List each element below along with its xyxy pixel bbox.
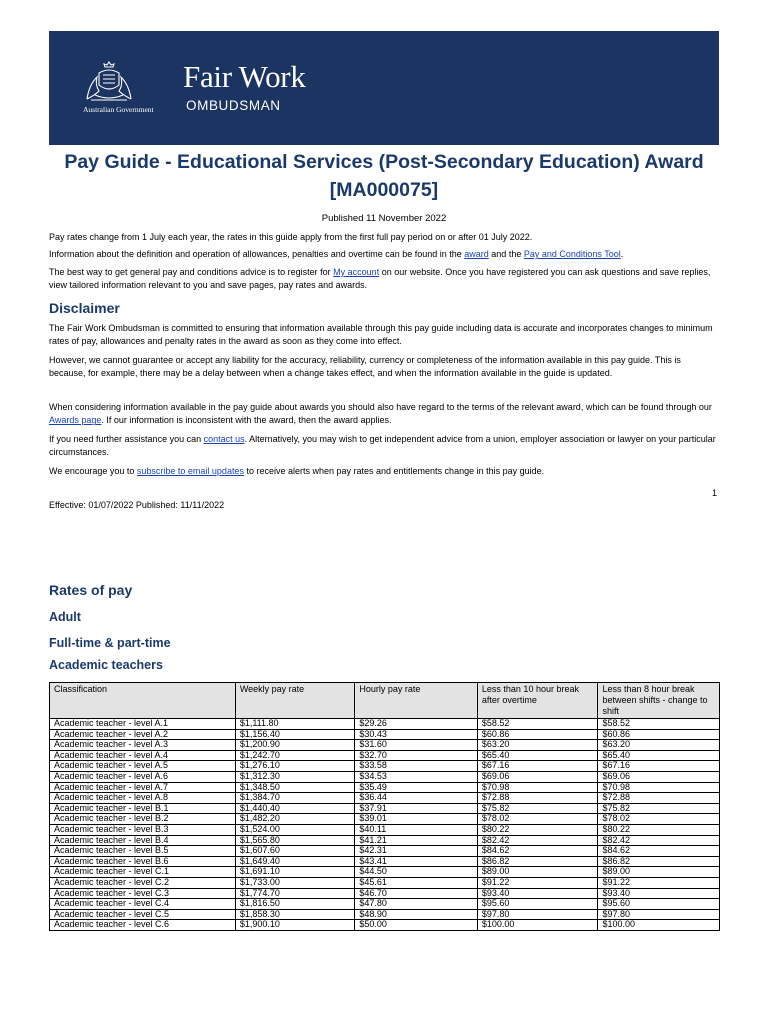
table-cell: $93.40 (598, 888, 720, 899)
table-cell: $41.21 (355, 835, 478, 846)
disclaimer-paragraph-2: However, we cannot guarantee or accept any liability for the accuracy, reliability, currency or completeness of the information available in this pay guide. This is because, for example, there may be a delay between when a change takes effect, and when the information available in the guide is updated. (49, 355, 681, 379)
effective-date-footer: Effective: 01/07/2022 Published: 11/11/2022 (49, 500, 225, 510)
table-cell: $1,348.50 (235, 782, 355, 793)
table-row (50, 909, 720, 920)
table-cell: $91.22 (598, 877, 720, 888)
disclaimer-heading: Disclaimer (49, 300, 120, 316)
table-cell: $78.02 (477, 814, 598, 825)
table-cell: Academic teacher - level A.1 (50, 719, 236, 730)
table-cell: $1,816.50 (235, 899, 355, 910)
australian-government-label: Australian Government (83, 105, 154, 114)
disclaimer-paragraph-1: The Fair Work Ombudsman is committed to ensuring that information available through this pay guide including data is accurate and incorporates changes to minimum rates of pay, allowances and penalty rates in the award as soon as they come into effect. (49, 323, 713, 347)
table-cell: $50.00 (355, 920, 478, 931)
table-cell: $93.40 (477, 888, 598, 899)
table-cell: $60.86 (477, 729, 598, 740)
table-cell: $63.20 (477, 740, 598, 751)
table-cell: $1,482.20 (235, 814, 355, 825)
table-cell: $1,858.30 (235, 909, 355, 920)
disclaimer-paragraph-3: When considering information available in the pay guide about awards you should also have regard to the terms of the relevant award, which can be found through our Awards page. If our information is inconsistent with the award, then the award applies. (49, 402, 712, 426)
column-header: Less than 10 hour break after overtime (477, 683, 598, 719)
table-cell: $63.20 (598, 740, 720, 751)
table-cell: $30.43 (355, 729, 478, 740)
table-cell: Academic teacher - level A.8 (50, 793, 236, 804)
table-cell: $69.06 (598, 771, 720, 782)
table-row (50, 846, 720, 857)
disclaimer-paragraph-5: We encourage you to subscribe to email updates to receive alerts when pay rates and entitlements change in this pay guide. (49, 466, 545, 476)
award-link[interactable]: award (464, 249, 489, 259)
subscribe-email-updates-link[interactable]: subscribe to email updates (136, 466, 244, 476)
academic-teachers-pay-table (49, 682, 720, 931)
adult-heading: Adult (49, 610, 81, 624)
table-cell: $45.61 (355, 877, 478, 888)
table-row (50, 771, 720, 782)
table-cell: Academic teacher - level A.3 (50, 740, 236, 751)
coat-of-arms-icon (81, 59, 137, 103)
table-cell: $1,200.90 (235, 740, 355, 751)
table-cell: $100.00 (598, 920, 720, 931)
table-cell: Academic teacher - level C.4 (50, 899, 236, 910)
table-cell: Academic teacher - level C.5 (50, 909, 236, 920)
table-cell: $29.26 (355, 719, 478, 730)
table-cell: $37.91 (355, 803, 478, 814)
table-row (50, 824, 720, 835)
table-cell: $97.80 (598, 909, 720, 920)
table-cell: $58.52 (477, 719, 598, 730)
table-cell: Academic teacher - level C.1 (50, 867, 236, 878)
table-cell: $1,524.00 (235, 824, 355, 835)
table-row (50, 761, 720, 772)
disclaimer-paragraph-4: If you need further assistance you can contact us. Alternatively, you may wish to get independent advice from a union, employer association or lawyer on your particular circumstances. (49, 434, 716, 458)
academic-teachers-heading: Academic teachers (49, 658, 163, 672)
my-account-link[interactable]: My account (333, 267, 380, 277)
table-cell: $75.82 (477, 803, 598, 814)
intro-paragraph-3: The best way to get general pay and conditions advice is to register for My account on our website. Once you have registered you can ask questions and save replies, view tailored information relevant to you and save pages, pay rates and awards. (49, 267, 711, 291)
table-cell: Academic teacher - level B.6 (50, 856, 236, 867)
table-cell: Academic teacher - level C.3 (50, 888, 236, 899)
table-cell: $86.82 (598, 856, 720, 867)
table-row (50, 750, 720, 761)
table-cell: $36.44 (355, 793, 478, 804)
table-cell: $80.22 (477, 824, 598, 835)
table-cell: Academic teacher - level A.5 (50, 761, 236, 772)
table-cell: Academic teacher - level B.4 (50, 835, 236, 846)
table-cell: $86.82 (477, 856, 598, 867)
table-cell: $31.60 (355, 740, 478, 751)
table-row (50, 719, 720, 730)
fair-work-brand: Fair Work (183, 59, 306, 94)
table-cell: $70.98 (477, 782, 598, 793)
table-cell: $43.41 (355, 856, 478, 867)
table-cell: $1,774.70 (235, 888, 355, 899)
table-row (50, 793, 720, 804)
table-cell: $97.80 (477, 909, 598, 920)
table-cell: $1,440.40 (235, 803, 355, 814)
table-cell: $1,565.80 (235, 835, 355, 846)
table-cell: $1,242.70 (235, 750, 355, 761)
table-row (50, 920, 720, 931)
table-cell: Academic teacher - level A.7 (50, 782, 236, 793)
column-header: Classification (50, 683, 236, 719)
column-header: Less than 8 hour break between shifts - change to shift (598, 683, 720, 719)
intro-paragraph-2: Information about the definition and operation of allowances, penalties and overtime can be found in the award and the Pay and Conditions Tool. (49, 249, 624, 259)
header-banner (49, 31, 719, 145)
table-cell: $1,384.70 (235, 793, 355, 804)
table-cell: Academic teacher - level B.5 (50, 846, 236, 857)
table-cell: $89.00 (477, 867, 598, 878)
table-cell: $84.62 (477, 846, 598, 857)
table-cell: $67.16 (477, 761, 598, 772)
table-cell: $95.60 (598, 899, 720, 910)
table-cell: Academic teacher - level B.2 (50, 814, 236, 825)
table-row (50, 814, 720, 825)
table-cell: $67.16 (598, 761, 720, 772)
table-cell: $70.98 (598, 782, 720, 793)
table-cell: $82.42 (477, 835, 598, 846)
table-cell: $1,276.10 (235, 761, 355, 772)
table-row (50, 899, 720, 910)
table-row (50, 856, 720, 867)
table-cell: $46.70 (355, 888, 478, 899)
table-row (50, 729, 720, 740)
table-row (50, 835, 720, 846)
contact-us-link[interactable]: contact us (203, 434, 245, 444)
table-cell: $69.06 (477, 771, 598, 782)
table-cell: $72.88 (477, 793, 598, 804)
table-row (50, 740, 720, 751)
table-row (50, 867, 720, 878)
table-cell: $1,111.80 (235, 719, 355, 730)
table-cell: $75.82 (598, 803, 720, 814)
table-cell: $100.00 (477, 920, 598, 931)
column-header: Hourly pay rate (355, 683, 478, 719)
published-date: Published 11 November 2022 (321, 213, 447, 224)
table-cell: Academic teacher - level C.2 (50, 877, 236, 888)
page-number: 1 (712, 488, 718, 498)
table-cell: $72.88 (598, 793, 720, 804)
table-row (50, 782, 720, 793)
table-cell: Academic teacher - level A.4 (50, 750, 236, 761)
table-cell: $1,900.10 (235, 920, 355, 931)
table-row (50, 877, 720, 888)
table-header-row (50, 683, 720, 719)
table-cell: Academic teacher - level C.6 (50, 920, 236, 931)
full-time-part-time-heading: Full-time & part-time (49, 636, 171, 650)
table-cell: $65.40 (598, 750, 720, 761)
table-cell: $1,156.40 (235, 729, 355, 740)
table-cell: $1,691.10 (235, 867, 355, 878)
table-cell: $80.22 (598, 824, 720, 835)
table-cell: $39.01 (355, 814, 478, 825)
table-cell: Academic teacher - level A.2 (50, 729, 236, 740)
table-cell: $91.22 (477, 877, 598, 888)
table-cell: $47.80 (355, 899, 478, 910)
table-cell: $84.62 (598, 846, 720, 857)
pay-conditions-tool-link[interactable]: Pay and Conditions Tool (523, 249, 621, 259)
table-cell: $78.02 (598, 814, 720, 825)
column-header: Weekly pay rate (235, 683, 355, 719)
table-cell: $1,733.00 (235, 877, 355, 888)
table-cell: $33.58 (355, 761, 478, 772)
table-cell: $82.42 (598, 835, 720, 846)
table-cell: $44.50 (355, 867, 478, 878)
awards-page-link[interactable]: Awards page (49, 415, 102, 426)
table-cell: Academic teacher - level B.3 (50, 824, 236, 835)
table-cell: $1,312.30 (235, 771, 355, 782)
table-cell: $32.70 (355, 750, 478, 761)
table-cell: $40.11 (355, 824, 478, 835)
ombudsman-brand: OMBUDSMAN (186, 98, 281, 113)
table-cell: $48.90 (355, 909, 478, 920)
intro-paragraph-1: Pay rates change from 1 July each year, the rates in this guide apply from the first full pay period on or after 01 July 2022. (49, 232, 533, 242)
table-cell: $95.60 (477, 899, 598, 910)
table-cell: $65.40 (477, 750, 598, 761)
rates-of-pay-heading: Rates of pay (49, 582, 133, 598)
page-title: Pay Guide - Educational Services (Post-Secondary Education) Award [MA000075] (64, 151, 704, 201)
table-row (50, 888, 720, 899)
table-cell: Academic teacher - level A.6 (50, 771, 236, 782)
table-cell: $89.00 (598, 867, 720, 878)
table-cell: Academic teacher - level B.1 (50, 803, 236, 814)
table-cell: $35.49 (355, 782, 478, 793)
table-cell: $58.52 (598, 719, 720, 730)
table-cell: $1,607.60 (235, 846, 355, 857)
table-row (50, 803, 720, 814)
table-cell: $60.86 (598, 729, 720, 740)
table-cell: $1,649.40 (235, 856, 355, 867)
table-cell: $34.53 (355, 771, 478, 782)
table-cell: $42.31 (355, 846, 478, 857)
